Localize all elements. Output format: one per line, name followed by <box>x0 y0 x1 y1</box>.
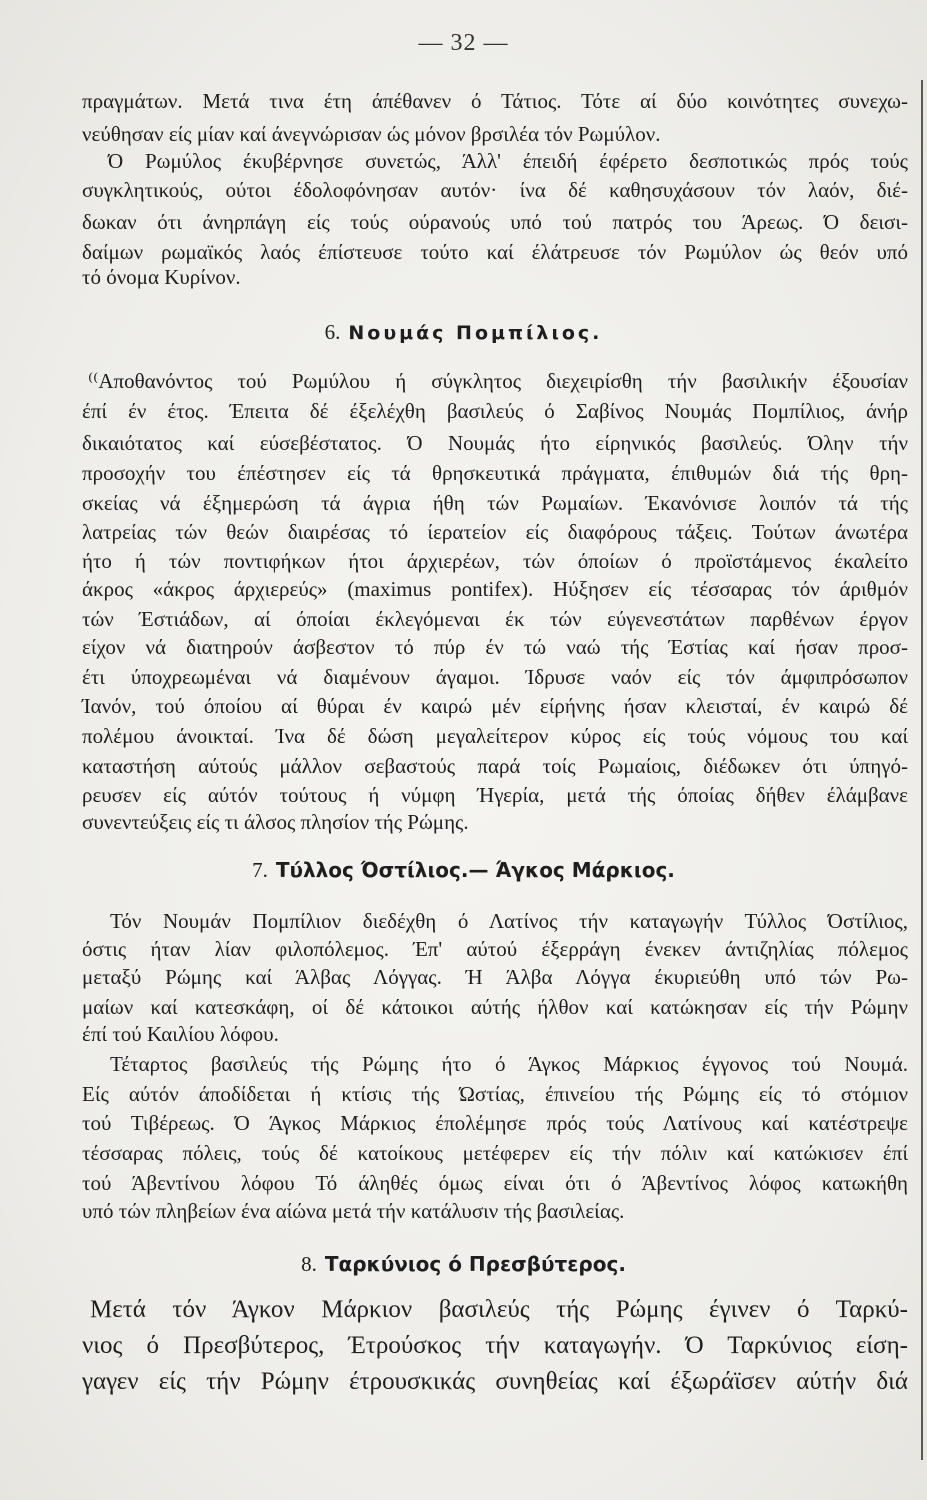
section-title: Ταρκύνιος ό Πρεσβύτερος. <box>324 1252 626 1276</box>
text-line: πραγμάτων. Μετά τινα έτη άπέθανεν ό Τάτιος. Τότε αί δύο κοινότητες συνεχω- <box>82 89 908 113</box>
text-line: υπό τών πληβείων ένα αίώνα μετά τήν κατάλυσιν τής βασιλείας. <box>82 1199 625 1223</box>
text-line: πολέμου άνοικταί. Ίνα δέ δώση μεγαλείτερον κύρος είς τούς νόμους του καί <box>82 724 908 748</box>
text-line: έπί τού Καιλίου λόφου. <box>82 1022 279 1046</box>
text-line: ⁽⁽Αποθανόντος τού Ρωμύλου ή σύγκλητος διεχειρίσθη τήν βασιλικήν έξουσίαν <box>88 369 908 393</box>
text-line: νιος ό Πρεσβύτερος, Έτρούσκος τήν καταγωγήν. Ό Ταρκύνιος είση- <box>82 1332 908 1359</box>
text-line: Είς αύτόν άποδίδεται ή κτίσις τής Ώστίας, έπινείου τής Ρώμης είς τό στόμιον <box>82 1082 908 1106</box>
page-number: — 32 — <box>418 30 509 56</box>
text-line: δωκαν ότι άνηρπάγη είς τούς ούρανούς υπό τού πατρός του Άρεως. Ό δεισι- <box>82 210 908 234</box>
text-line: όστις ήταν λίαν φιλοπόλεμος. Έπ' αύτού έξερράγη ένεκεν άντιζηλίας πόλεμος <box>82 937 908 961</box>
text-line: συγκλητικούς, ούτοι έδολοφόνησαν αυτόν· ίνα δέ καθησυχάσουν τόν λαόν, διέ- <box>82 178 908 202</box>
text-line: λατρείας τών θεών διαιρέσας τό ίερατείον είς διαφόρους τάξεις. Τούτων άνωτέρα <box>82 520 908 544</box>
section-number: 8. <box>301 1252 317 1276</box>
text-line: γαγεν είς τήν Ρώμην έτρουσκικάς συνηθείας καί έξωράϊσεν αύτήν διά <box>82 1368 908 1395</box>
section-heading-8 <box>0 1250 927 1278</box>
text-line: Μετά τόν Άγκον Μάρκιον βασιλεύς τής Ρώμης έγινεν ό Ταρκύ- <box>90 1296 908 1323</box>
text-line: τό όνομα Κυρίνον. <box>82 265 241 289</box>
section-heading-6 <box>0 318 927 346</box>
text-line: ρευσεν είς αύτόν τούτους ή νύμφη Ήγερία, μετά τής όποίας δήθεν έλάμβανε <box>82 783 908 807</box>
section-title: Τύλλος Όστίλιος.— Άγκος Μάρκιος. <box>275 858 675 882</box>
text-line: Ίανόν, τού όποίου αί θύραι έν καιρώ μέν είρήνης ήσαν κλεισταί, έν καιρώ δέ <box>82 694 908 718</box>
text-line: άκρος «άκρος άρχιερεύς» (maximus pontifex). Ηύξησεν είς τέσσαρας τόν άριθμόν <box>82 577 908 601</box>
text-line: δαίμων ρωμαϊκός λαός έπίστευσε τούτο καί έλάτρευσε τόν Ρωμύλον ώς θεόν υπό <box>82 240 908 264</box>
text-line: ήτο ή τών ποντιφήκων ήτοι άρχιερέων, τών όποίων ό προϊστάμενος έκαλείτο <box>82 549 908 573</box>
text-line: τών Έστιάδων, αί όποίαι έκλεγόμεναι έκ τών εύγενεστάτων παρθένων έργον <box>82 607 908 631</box>
text-line: σκείας νά έξημερώση τά άγρια ήθη τών Ρωμαίων. Έκανόνισε λοιπόν τά τής <box>82 491 908 515</box>
section-number: 6. <box>324 320 341 344</box>
text-line: τού Τιβέρεως. Ό Άγκος Μάρκιος έπολέμησε πρός τούς Λατίνους καί κατέστρεψε <box>82 1111 908 1135</box>
text-line: είχον νά διατηρούν άσβεστον τό πύρ έν τώ ναώ τής Έστίας καί ήσαν προσ- <box>82 635 908 659</box>
text-line: μαίων καί κατεσκάφη, οί δέ κάτοικοι αύτής ήλθον καί κατώκησαν είς τήν Ρώμην <box>82 995 908 1019</box>
text-line: έπί έν έτος. Έπειτα δέ έξελέχθη βασιλεύς ό Σαβίνος Νουμάς Πομπίλιος, άνήρ <box>82 399 908 423</box>
text-line: Τόν Νουμάν Πομπίλιον διεδέχθη ό Λατίνος τήν καταγωγήν Τύλλος Όστίλιος, <box>110 909 908 933</box>
text-line: έτι ύποχρεωμέναι νά διαμένουν άγαμοι. Ίδρυσε ναόν είς τόν άμφιπρόσωπον <box>82 665 908 689</box>
text-line: Τέταρτος βασιλεύς τής Ρώμης ήτο ό Άγκος Μάρκιος έγγονος τού Νουμά. <box>110 1052 908 1076</box>
section-number: 7. <box>252 858 268 882</box>
text-line: καταστήση αύτούς μάλλον σεβαστούς παρά τοίς Ρωμαίοις, διέδωκεν ότι ύπηγό- <box>82 754 908 778</box>
text-line: μεταξύ Ρώμης καί Άλβας Λόγγας. Ή Άλβα Λόγγα έκυριεύθη υπό τών Ρω- <box>82 965 908 989</box>
text-line: συνεντεύξεις είς τι άλσος πλησίον τής Ρώμης. <box>82 810 469 834</box>
text-line: προσοχήν του έπέστησεν είς τά θρησκευτικά πράγματα, έπιθυμών διά τής θρη- <box>82 461 908 485</box>
text-line: Ό Ρωμύλος έκυβέρνησε συνετώς, Άλλ' έπειδή έφέρετο δεσποτικώς πρός τούς <box>108 149 908 173</box>
section-title: Νουμάς Πομπίλιος. <box>348 322 603 344</box>
text-line: νεύθησαν είς μίαν καί άνεγνώρισαν ώς μόνον βρσιλέα τόν Ρωμύλον. <box>82 122 661 146</box>
section-heading-7 <box>0 856 927 884</box>
text-line: τού Άβεντίνου λόφου Τό άληθές όμως είναι ότι ό Άβεντίνος λόφος κατωκήθη <box>82 1171 908 1195</box>
text-line: δικαιότατος καί εύσεβέστατος. Ό Νουμάς ήτο είρηνικός βασιλεύς. Όλην τήν <box>82 431 908 455</box>
text-line: τέσσαρας πόλεις, τούς δέ κατοίκους μετέφερεν είς τήν πόλιν καί κατώκισεν έπί <box>82 1141 908 1165</box>
